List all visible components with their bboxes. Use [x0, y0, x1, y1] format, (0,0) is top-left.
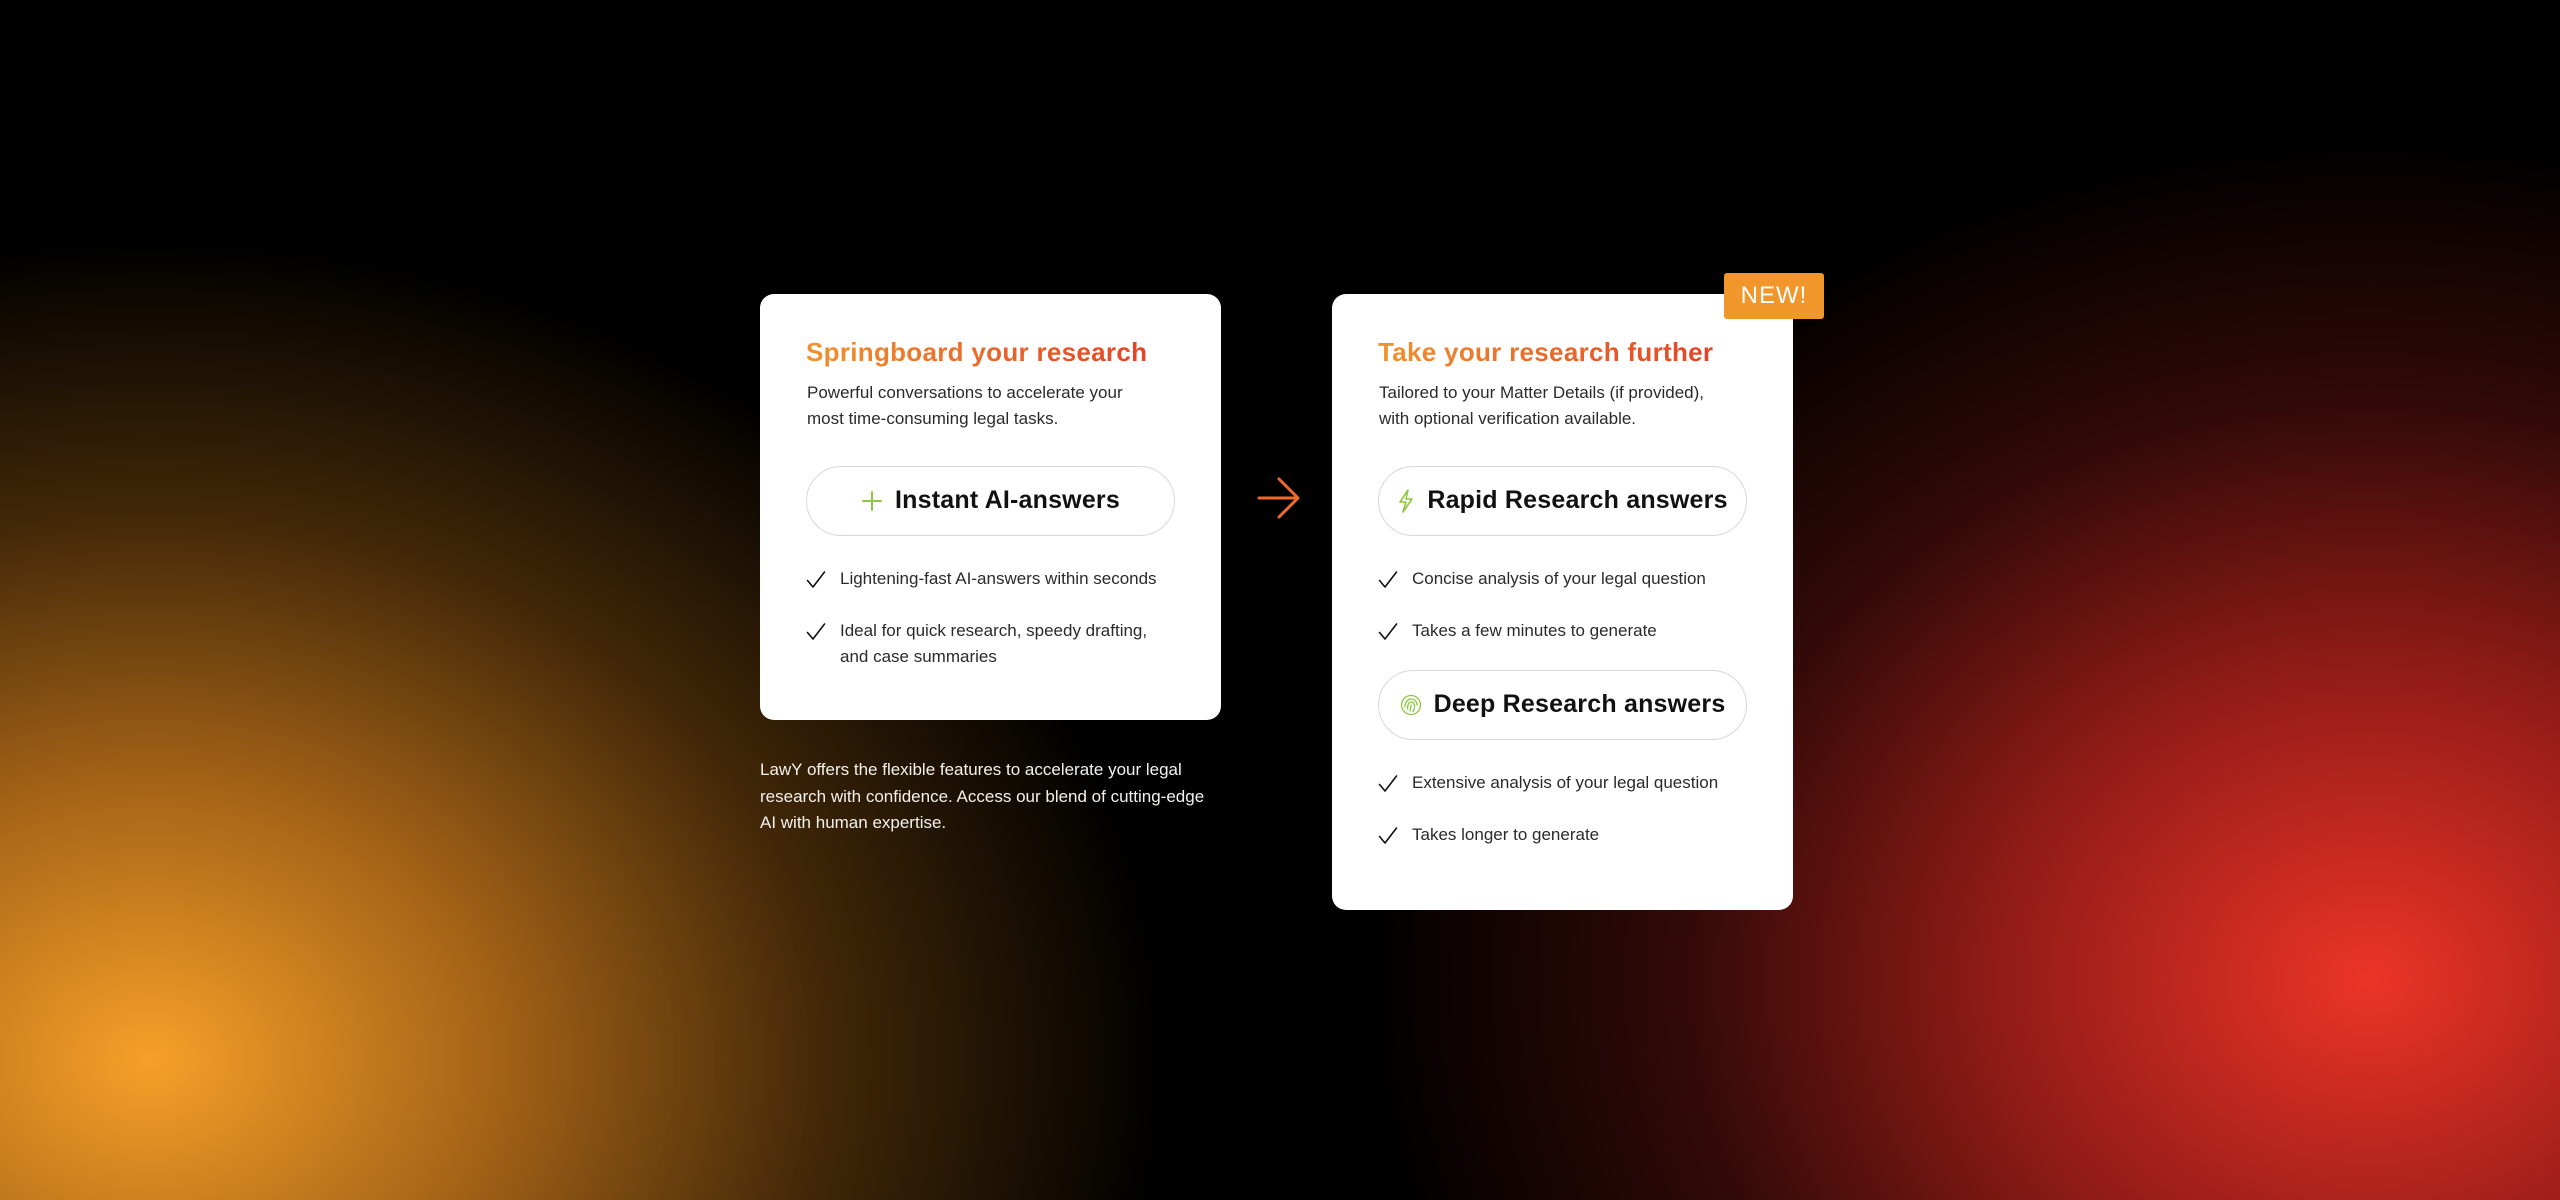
card-title: Springboard your research [806, 336, 1147, 370]
feature-text: Lightening-fast AI-answers within seconds [840, 568, 1157, 588]
fingerprint-icon [1400, 694, 1422, 716]
plus-icon [861, 490, 883, 512]
arrow-right-icon [1256, 475, 1302, 526]
feature-text: Takes longer to generate [1412, 824, 1600, 844]
instant-answers-card [760, 294, 1221, 720]
check-icon [806, 570, 826, 598]
lightning-icon [1397, 489, 1415, 513]
card-description: Powerful conversations to accelerate your most time-consuming legal tasks. [807, 382, 1123, 428]
card-title: Take your research further [1378, 336, 1713, 370]
list-item [1378, 618, 1747, 650]
footer-description: LawY offers the flexible features to accelerate your legal research with confidence. Access our blend of cutting-edge AI with human expertise. [760, 760, 1205, 832]
check-icon [806, 622, 826, 650]
feature-text: Extensive analysis of your legal question [1412, 772, 1719, 792]
list-item [806, 566, 1175, 598]
feature-list [1378, 566, 1747, 650]
check-icon [1378, 570, 1398, 598]
feature-list [806, 566, 1175, 670]
check-icon [1378, 826, 1398, 854]
list-item [1378, 566, 1747, 598]
new-badge: NEW! [1724, 273, 1824, 319]
button-label: Deep Research answers [1433, 690, 1726, 719]
research-further-card [1332, 294, 1793, 910]
feature-list [1378, 770, 1747, 854]
button-label: Rapid Research answers [1427, 486, 1728, 515]
list-item [1378, 770, 1747, 802]
check-icon [1378, 774, 1398, 802]
list-item [1378, 822, 1747, 854]
feature-text: Takes a few minutes to generate [1412, 620, 1657, 640]
feature-text: Concise analysis of your legal question [1412, 568, 1706, 588]
list-item [806, 618, 1175, 670]
check-icon [1378, 622, 1398, 650]
feature-text: Ideal for quick research, speedy drafting, and case summaries [840, 620, 1148, 666]
rapid-research-button[interactable] [1378, 466, 1747, 536]
instant-ai-answers-button[interactable] [806, 466, 1175, 536]
button-label: Instant AI-answers [895, 486, 1120, 515]
card-description: Tailored to your Matter Details (if provided), with optional verification available. [1379, 382, 1705, 428]
deep-research-button[interactable] [1378, 670, 1747, 740]
